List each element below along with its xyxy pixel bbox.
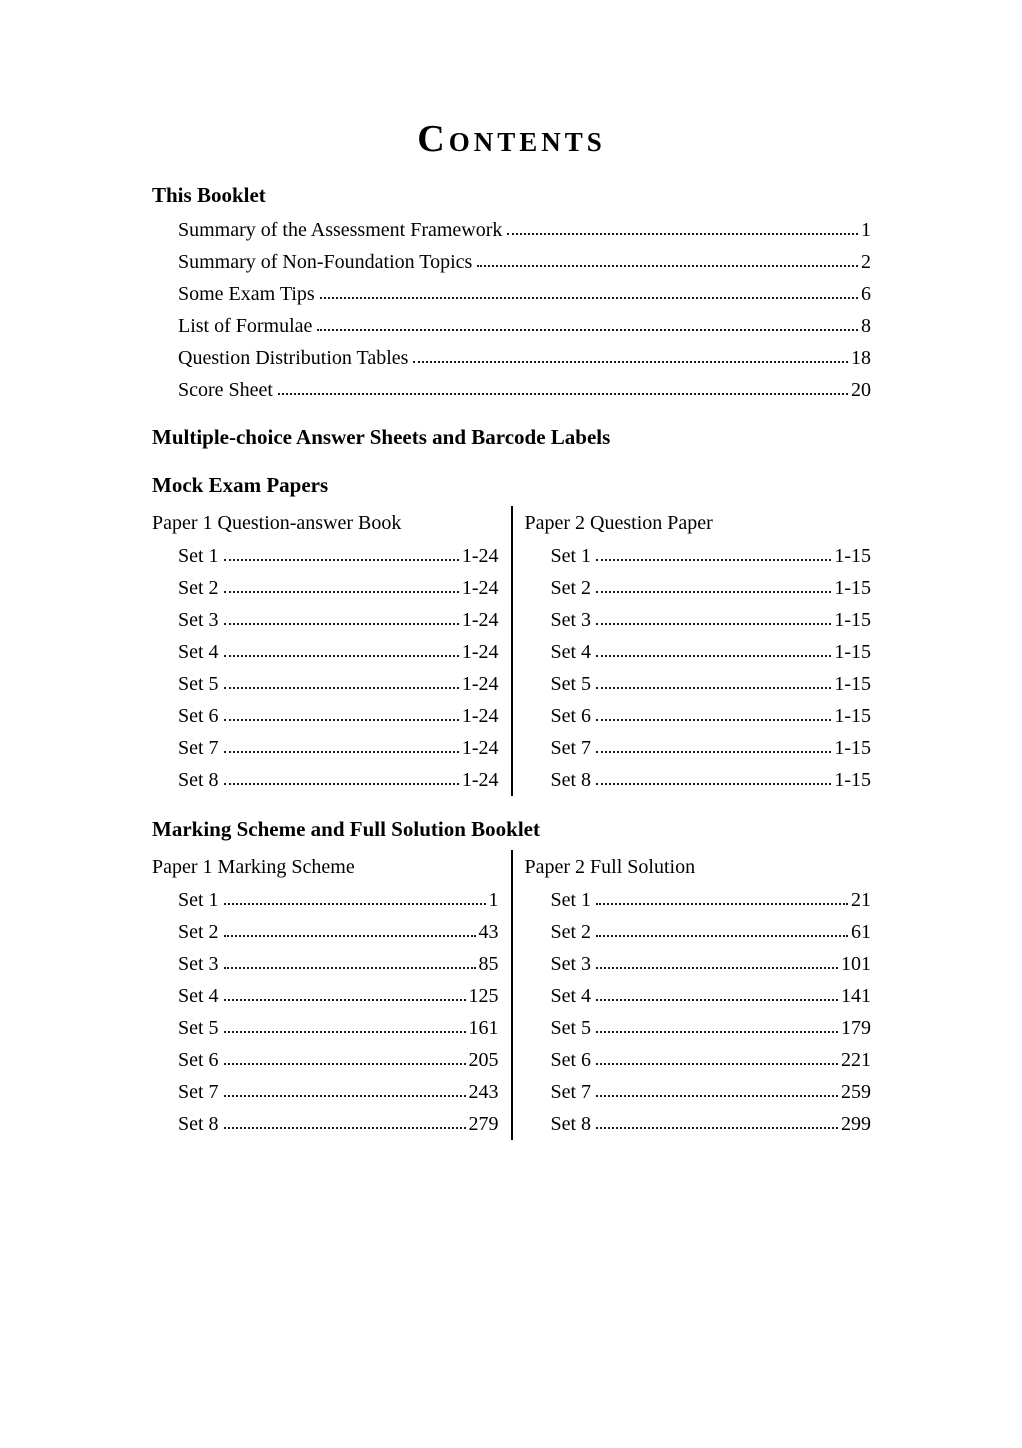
toc-page-number: 6 [861, 283, 871, 305]
toc-entry-label: Set 2 [550, 577, 592, 599]
leader-dots [596, 559, 831, 561]
leader-dots [224, 967, 476, 969]
toc-entry-label: Set 8 [178, 1113, 219, 1135]
toc-row [551, 1012, 872, 1044]
toc-entry-label: Set 8 [550, 1113, 592, 1135]
toc-entry-label: Set 1 [550, 545, 592, 567]
toc-entry-label: List of Formulae [178, 315, 313, 337]
toc-page-number: 161 [468, 1017, 499, 1039]
toc-entry-label: Set 3 [550, 953, 592, 975]
leader-dots [224, 591, 459, 593]
toc-entry-label: Set 5 [550, 673, 592, 695]
leader-dots [507, 233, 858, 235]
toc-entry-label: Set 7 [178, 737, 219, 759]
toc-row [551, 732, 872, 764]
toc-page-number: 1-15 [834, 705, 871, 727]
leader-dots [596, 687, 831, 689]
toc-page-number: 43 [478, 921, 499, 943]
leader-dots [596, 1063, 838, 1065]
leader-dots [596, 1031, 838, 1033]
leader-dots [477, 265, 858, 267]
toc-page-number: 179 [841, 1017, 871, 1039]
leader-dots [317, 329, 858, 331]
marking-scheme-right-column [513, 850, 872, 1140]
leader-dots [596, 1127, 838, 1129]
toc-page-number: 8 [861, 315, 871, 337]
leader-dots [596, 623, 831, 625]
toc-page-number: 259 [841, 1081, 871, 1103]
column-title-paper2-fs: Paper 2 Full Solution [524, 856, 696, 878]
toc-page-number: 279 [468, 1113, 499, 1135]
toc-row [178, 310, 871, 342]
this-booklet-list [178, 214, 871, 406]
toc-page-number: 1 [861, 219, 871, 241]
toc-row [178, 916, 499, 948]
toc-entry-label: Set 4 [550, 985, 592, 1007]
paper1-ms-list [178, 884, 499, 1140]
toc-page-number: 1-24 [461, 609, 499, 631]
toc-row [551, 700, 872, 732]
leader-dots [224, 1063, 466, 1065]
toc-page-number: 1-15 [834, 577, 871, 599]
toc-row [178, 668, 499, 700]
page-title: Contents [417, 118, 606, 160]
toc-row [178, 636, 499, 668]
toc-page-number: 1-24 [461, 737, 499, 759]
marking-scheme-left-column [152, 850, 511, 1140]
leader-dots [596, 751, 831, 753]
toc-row [178, 278, 871, 310]
toc-row [178, 214, 871, 246]
leader-dots [224, 655, 459, 657]
toc-entry-label: Set 6 [550, 705, 592, 727]
toc-page-number: 21 [851, 889, 871, 911]
toc-row [551, 764, 872, 796]
toc-entry-label: Set 6 [178, 705, 219, 727]
leader-dots [224, 623, 459, 625]
mock-exam-left-column [152, 506, 511, 796]
section-heading-answer-sheets: Multiple-choice Answer Sheets and Barcode Labels [152, 425, 611, 449]
toc-entry-label: Set 1 [178, 545, 219, 567]
toc-page-number: 20 [851, 379, 871, 401]
leader-dots [224, 1095, 466, 1097]
toc-row [178, 342, 871, 374]
toc-page-number: 18 [851, 347, 871, 369]
toc-entry-label: Set 2 [178, 921, 219, 943]
toc-page-number: 1-15 [834, 545, 871, 567]
paper1-qab-list [178, 540, 499, 796]
toc-entry-label: Question Distribution Tables [178, 347, 409, 369]
toc-page-number: 221 [841, 1049, 871, 1071]
toc-entry-label: Set 3 [178, 953, 219, 975]
leader-dots [596, 1095, 838, 1097]
column-title-paper1-qab: Paper 1 Question-answer Book [152, 512, 402, 534]
toc-entry-label: Set 8 [550, 769, 592, 791]
toc-row [551, 980, 872, 1012]
toc-page-number: 1-24 [461, 545, 499, 567]
toc-row [178, 764, 499, 796]
toc-page-number: 243 [468, 1081, 499, 1103]
toc-page-number: 205 [468, 1049, 499, 1071]
toc-row [551, 884, 872, 916]
leader-dots [224, 751, 459, 753]
toc-row [178, 1044, 499, 1076]
toc-row [551, 572, 872, 604]
toc-entry-label: Set 5 [178, 673, 219, 695]
toc-row [551, 948, 872, 980]
toc-row [178, 948, 499, 980]
toc-entry-label: Set 5 [550, 1017, 592, 1039]
column-title-paper1-ms: Paper 1 Marking Scheme [152, 856, 355, 878]
leader-dots [224, 719, 459, 721]
toc-entry-label: Set 1 [178, 889, 219, 911]
leader-dots [224, 1031, 466, 1033]
toc-row [178, 246, 871, 278]
toc-page-number: 299 [841, 1113, 871, 1135]
toc-page-number: 1-15 [834, 641, 871, 663]
section-heading-mock-exam: Mock Exam Papers [152, 473, 329, 497]
leader-dots [413, 361, 848, 363]
toc-row [551, 604, 872, 636]
toc-entry-label: Set 6 [550, 1049, 592, 1071]
toc-row [178, 980, 499, 1012]
paper2-fs-list [551, 884, 872, 1140]
column-title-paper2-qp: Paper 2 Question Paper [524, 512, 713, 534]
toc-entry-label: Set 4 [178, 641, 219, 663]
toc-entry-label: Summary of the Assessment Framework [178, 219, 503, 241]
mock-exam-right-column [513, 506, 872, 796]
toc-entry-label: Set 2 [550, 921, 592, 943]
leader-dots [596, 999, 838, 1001]
leader-dots [224, 1127, 466, 1129]
toc-entry-label: Set 5 [178, 1017, 219, 1039]
toc-page-number: 1-15 [834, 769, 871, 791]
toc-row [178, 540, 499, 572]
toc-page-number: 125 [468, 985, 499, 1007]
toc-row [551, 668, 872, 700]
toc-page-number: 1-24 [461, 641, 499, 663]
toc-row [178, 572, 499, 604]
leader-dots [224, 559, 459, 561]
toc-row [178, 604, 499, 636]
toc-page-number: 141 [841, 985, 871, 1007]
toc-row [178, 884, 499, 916]
toc-page-number: 1-15 [834, 673, 871, 695]
toc-row [551, 1076, 872, 1108]
toc-page-number: 85 [478, 953, 499, 975]
toc-entry-label: Set 2 [178, 577, 219, 599]
toc-row [551, 1044, 872, 1076]
toc-page-number: 1-15 [834, 737, 871, 759]
marking-scheme-columns [152, 850, 871, 1140]
toc-row [178, 732, 499, 764]
mock-exam-columns [152, 506, 871, 796]
leader-dots [596, 591, 831, 593]
leader-dots [224, 903, 486, 905]
leader-dots [224, 935, 476, 937]
leader-dots [320, 297, 858, 299]
toc-row [178, 700, 499, 732]
leader-dots [224, 999, 466, 1001]
page-content [152, 120, 871, 1140]
toc-row [551, 1108, 872, 1140]
toc-entry-label: Set 3 [550, 609, 592, 631]
toc-row [551, 540, 872, 572]
toc-row [178, 1076, 499, 1108]
toc-entry-label: Set 7 [550, 737, 592, 759]
toc-entry-label: Some Exam Tips [178, 283, 315, 305]
toc-page-number: 61 [851, 921, 871, 943]
toc-page-number: 1-24 [461, 577, 499, 599]
section-heading-marking-scheme: Marking Scheme and Full Solution Booklet [152, 817, 540, 841]
toc-entry-label: Set 6 [178, 1049, 219, 1071]
toc-page-number: 1-15 [834, 609, 871, 631]
toc-entry-label: Set 4 [550, 641, 592, 663]
leader-dots [596, 903, 848, 905]
leader-dots [596, 655, 831, 657]
toc-row [178, 374, 871, 406]
leader-dots [278, 393, 848, 395]
leader-dots [596, 783, 831, 785]
leader-dots [596, 719, 831, 721]
toc-entry-label: Set 4 [178, 985, 219, 1007]
leader-dots [596, 935, 848, 937]
toc-entry-label: Set 7 [550, 1081, 592, 1103]
section-heading-this-booklet: This Booklet [152, 183, 266, 207]
leader-dots [224, 687, 459, 689]
toc-entry-label: Set 8 [178, 769, 219, 791]
toc-entry-label: Set 1 [550, 889, 592, 911]
leader-dots [596, 967, 838, 969]
toc-row [551, 636, 872, 668]
paper2-qp-list [551, 540, 872, 796]
toc-row [178, 1108, 499, 1140]
toc-row [178, 1012, 499, 1044]
toc-page-number: 1 [488, 889, 499, 911]
toc-row [551, 916, 872, 948]
toc-entry-label: Summary of Non-Foundation Topics [178, 251, 473, 273]
toc-page-number: 1-24 [461, 769, 499, 791]
toc-page-number: 2 [861, 251, 871, 273]
toc-entry-label: Set 3 [178, 609, 219, 631]
leader-dots [224, 783, 459, 785]
toc-page-number: 1-24 [461, 705, 499, 727]
toc-entry-label: Set 7 [178, 1081, 219, 1103]
toc-page-number: 101 [841, 953, 871, 975]
toc-entry-label: Score Sheet [178, 379, 273, 401]
toc-page-number: 1-24 [461, 673, 499, 695]
